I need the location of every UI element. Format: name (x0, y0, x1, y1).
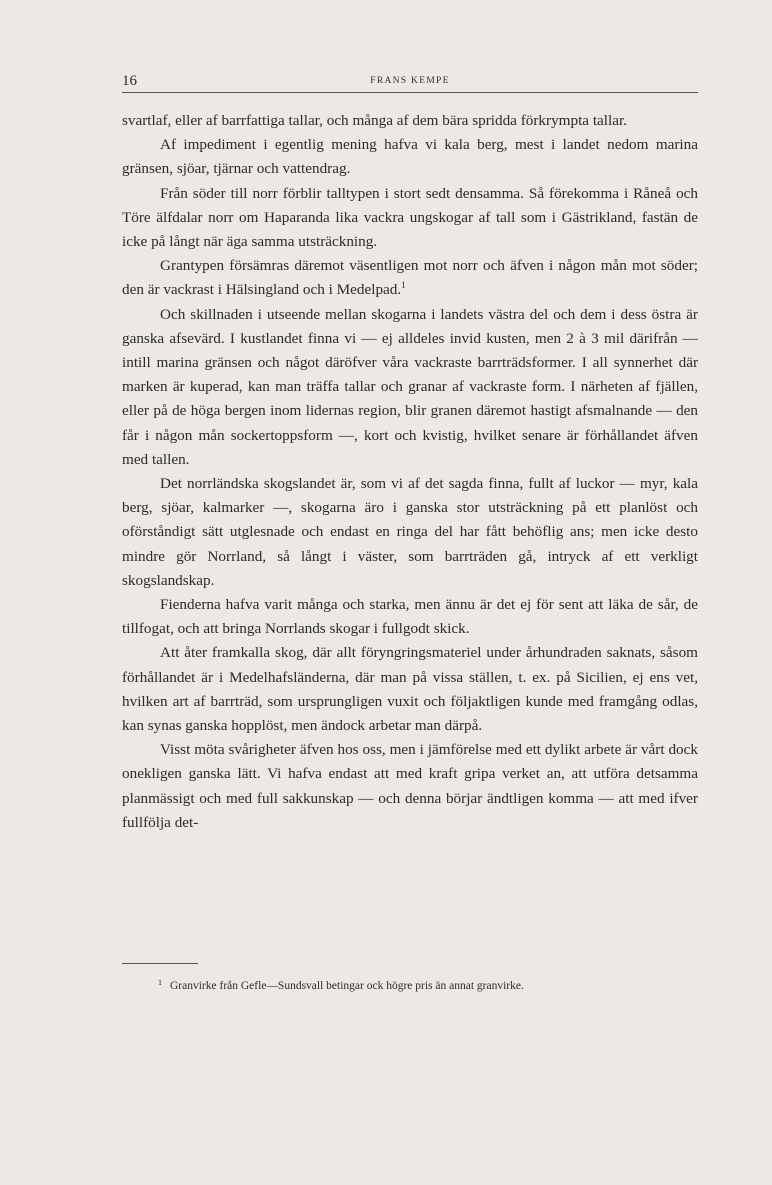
page-number: 16 (122, 73, 137, 89)
paragraph-4 (122, 254, 698, 302)
paragraph-4-text: Grantypen försämras däremot väsentligen mot norr och äfven i någon mån mot söder; den är vackrast i Hälsingland och i Medelpad. (122, 257, 698, 299)
paragraph-3: Från söder till norr förblir talltypen i stort sedt densamma. Så förekomma i Råneå och Töre älfdalar norr om Haparanda lika vackra ungskogar af tall som i Gästrikland, fastän de icke på långt när äga samma utsträckning. (122, 184, 698, 251)
footnote-text: Granvirke från Gefle—Sundsvall betingar ock högre pris än annat granvirke. (170, 980, 524, 992)
running-head: FRANS KEMPE (370, 76, 450, 86)
paragraph-5: Och skillnaden i utseende mellan skogarna i landets västra del och dem i dess östra är ganska afsevärd. I kustlandet finna vi — ej alldeles invid kusten, men 2 à 3 mil därifrån — intill marina gränsen och något däröfver våra vackraste barrträdsformer. I all synnerhet där marken är kuperad, kan man träffa tallar och granar af vackraste form. I närheten af fjällen, eller på de höga bergen inom lidernas region, blir granen däremot hastigt afsmalnande — den får i någon mån sockertoppsform —, kort och kvistig, hvilket senare är förhållandet äfven med tallen. (122, 305, 698, 468)
paragraph-6: Det norrländska skogslandet är, som vi af det sagda finna, fullt af luckor — myr, kala berg, sjöar, kalmarker —, skogarna äro i ganska stor utsträckning på ett planlöst och oförståndigt sätt utglesnade och endast en ringa del har fått behöflig ans; men icke desto mindre gör Norrland, så långt i väster, som barrträden gå, intryck af ett verkligt skogslandskap. (122, 475, 698, 589)
footnote-rule (122, 963, 198, 964)
footnote-number: 1 (158, 978, 162, 987)
footnote-reference: 1 (401, 280, 406, 291)
paragraph-7: Fienderna hafva varit många och starka, men ännu är det ej för sent att läka de sår, de tillfogat, och att bringa Norrlands skogar i fullgodt skick. (122, 596, 698, 638)
footnote (158, 974, 698, 995)
paragraph-1: svartlaf, eller af barrfattiga tallar, och många af dem bära spridda förkrympta tallar. (122, 112, 627, 129)
paragraph-2: Af impediment i egentlig mening hafva vi kala berg, mest i landet nedom marina gränsen, sjöar, tjärnar och vattendrag. (122, 136, 698, 178)
paragraph-8: Att åter framkalla skog, där allt föryngringsmateriel under århundraden saknats, såsom förhållandet är i Medelhafsländerna, där man på vissa ställen, t. ex. på Sicilien, ej ens vet, hvilken art af barrträd, som ursprungligen vuxit och följaktligen kunde med framgång odlas, kan synas ganska hopplöst, men ändock arbetar man därpå. (122, 644, 698, 735)
paragraph-9: Visst möta svårigheter äfven hos oss, men i jämförelse med ett dylikt arbete är vårt dock onekligen ganska lätt. Vi hafva endast att med kraft gripa verket an, att utföra detsamma planmässigt och med full sakkunskap — och denna börjar ändtligen komma — att med ifver fullfölja det- (122, 741, 698, 831)
header-rule (122, 92, 698, 93)
body-text (122, 109, 698, 835)
page-header (122, 70, 698, 92)
